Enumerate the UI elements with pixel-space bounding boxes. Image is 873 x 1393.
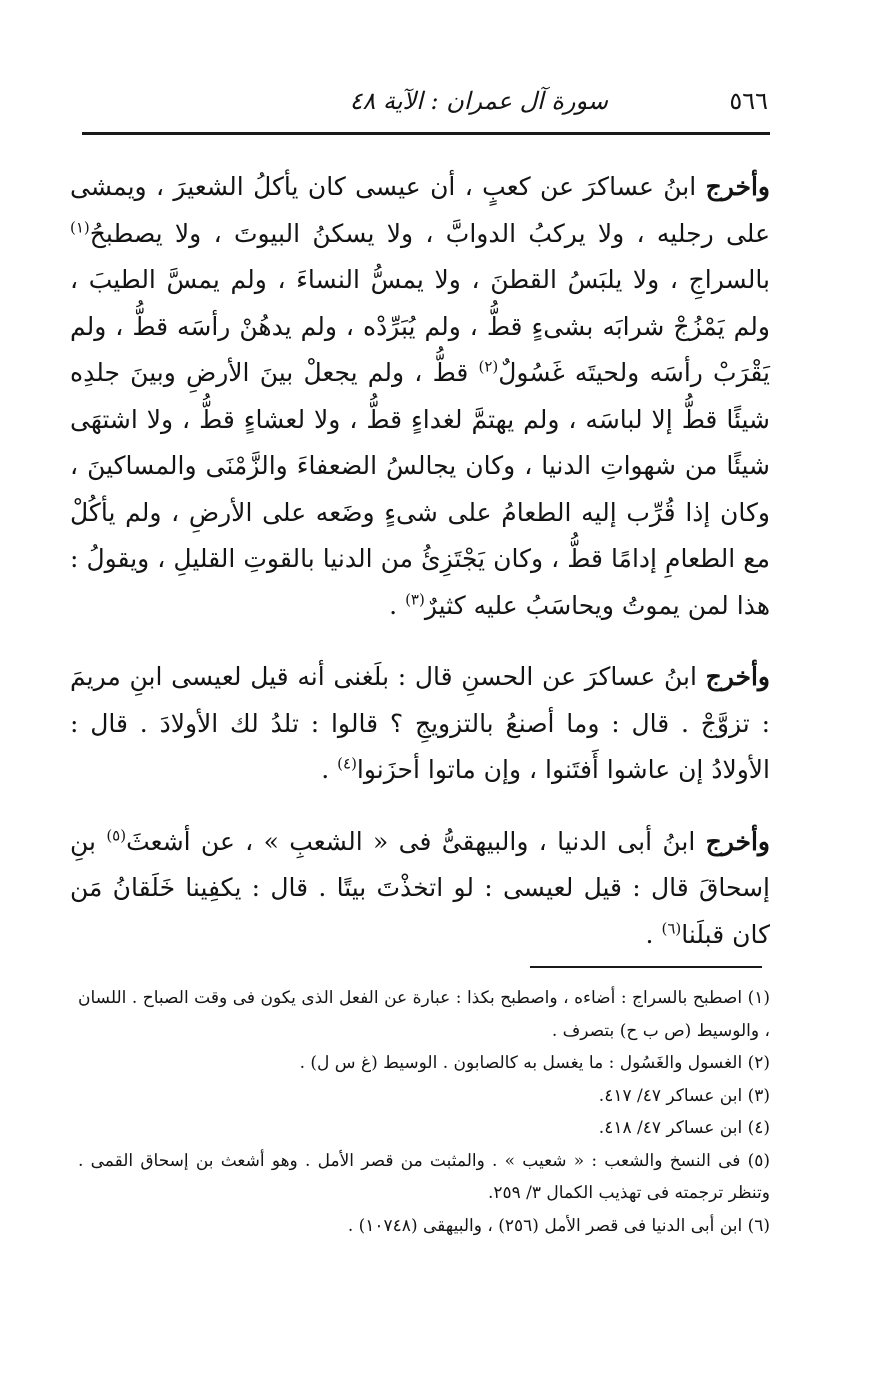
footnote-separator xyxy=(530,966,762,968)
paragraph-text: ابنُ عساكرَ عن الحسنِ قال : بلَغنى أنه قيل لعيسى ابنِ مريمَ : تزوَّجْ . قال : وما أصنعُ بالتزويجِ ؟ قالوا : تلدُ لك الأولادَ . قال : الأولادُ إن عاشوا أَفتَنوا ، وإن ماتوا أحزَنوا xyxy=(70,662,770,784)
running-title: سورة آل عمران : الآية ٤٨ xyxy=(349,87,608,115)
paragraph-text: . xyxy=(645,919,662,949)
footnote-reference: (١) xyxy=(70,218,90,237)
paragraph-lead-word: وأخرج xyxy=(705,826,770,856)
footnote-reference: (٢) xyxy=(478,357,499,376)
footnote: (٥) فى النسخ والشعب : « شعيب » . والمثبت من قصر الأمل . وهو أشعث بن إسحاق القمى . وتنظر ترجمته فى تهذيب الكمال ٣/ ٢٥٩. xyxy=(78,1150,770,1203)
main-text xyxy=(70,164,770,958)
footnote-reference: (٤) xyxy=(337,754,357,773)
header-rule xyxy=(82,132,770,135)
paragraph-text: قطُّ ، ولم يجعلْ بينَ الأرضِ وبينَ جلدِه شيئًا قطُّ إلا لباسَه ، ولم يهتمَّ لغداءٍ قطُّ ، ولا لعشاءٍ قطُّ ، ولا اشتهَى شيئًا من شهواتِ الدنيا ، وكان يجالسُ الضعفاءَ والزَّمْنَى والمساكينَ ، وكان إذا قُرِّب إليه الطعامُ على شىءٍ وضَعه على الأرضِ ، ولم يأكُلْ مع الطعامِ إدامًا قطُّ ، وكان يَجْتَزِئُ من الدنيا بالقوتِ القليلِ ، ويقولُ : هذا لمن يموتُ ويحاسَبُ عليه كثيرٌ xyxy=(70,358,770,620)
footnote-reference: (٦) xyxy=(661,919,682,938)
paragraph-text: ابنُ أبى الدنيا ، والبيهقىُّ فى « الشعبِ » ، عن أشعثَ xyxy=(126,826,706,856)
footnote: (٤) ابن عساكر ٤٧/ ٤١٨. xyxy=(598,1118,770,1138)
paragraph-lead-word: وأخرج xyxy=(705,662,770,691)
footnote: (٢) الغسول والغَسُول : ما يغسل به كالصابون . الوسيط (غ س ل) . xyxy=(299,1053,770,1073)
footnote: (٦) ابن أبى الدنيا فى قصر الأمل (٢٥٦) ، والبيهقى (١٠٧٤٨) . xyxy=(347,1215,770,1236)
paragraph-text: ابنُ عساكرَ عن كعبٍ ، أن عيسى كان يأكلُ الشعيرَ ، ويمشى على رجليه ، ولا يركبُ الدوابَّ ، ولا يسكنُ البيوتَ ، ولا يصطبحُ xyxy=(70,172,770,248)
page-number: ٥٦٦ xyxy=(729,87,768,115)
paragraph xyxy=(70,164,770,629)
footnote: (٣) ابن عساكر ٤٧/ ٤١٧. xyxy=(598,1085,770,1106)
paragraph xyxy=(70,654,770,794)
page-header xyxy=(84,84,768,120)
paragraph xyxy=(70,819,770,959)
footnote-reference: (٣) xyxy=(405,590,425,609)
footnote-reference: (٥) xyxy=(106,826,127,845)
paragraph-lead-word: وأخرج xyxy=(705,172,770,201)
paragraph-text: بنِ إسحاقَ قال : قيل لعيسى : لو اتخذْتَ بيتًا . قال : يكفِينا خَلَقانُ مَن كان قبلَنا xyxy=(70,826,770,949)
paragraph-text: . xyxy=(321,755,338,784)
footnotes xyxy=(78,982,770,1242)
paragraph-text: بالسراجِ ، ولا يلبَسُ القطنَ ، ولا يمسُّ النساءَ ، ولم يمسَّ الطيبَ ، ولم يَمْزُجْ شرابَه بشىءٍ قطُّ ، ولم يُبَرِّدْه ، ولم يدهُنْ رأسَه قطُّ ، ولم يَقْرَبْ رأسَه ولحيتَه غَسُولٌ xyxy=(70,265,770,387)
footnote: (١) اصطبح بالسراج : أضاءه ، واصطبح بكذا : عبارة عن الفعل الذى يكون فى وقت الصباح . اللسان ، والوسيط (ص ب ح) بتصرف . xyxy=(78,988,770,1041)
paragraph-text: . xyxy=(389,590,406,620)
